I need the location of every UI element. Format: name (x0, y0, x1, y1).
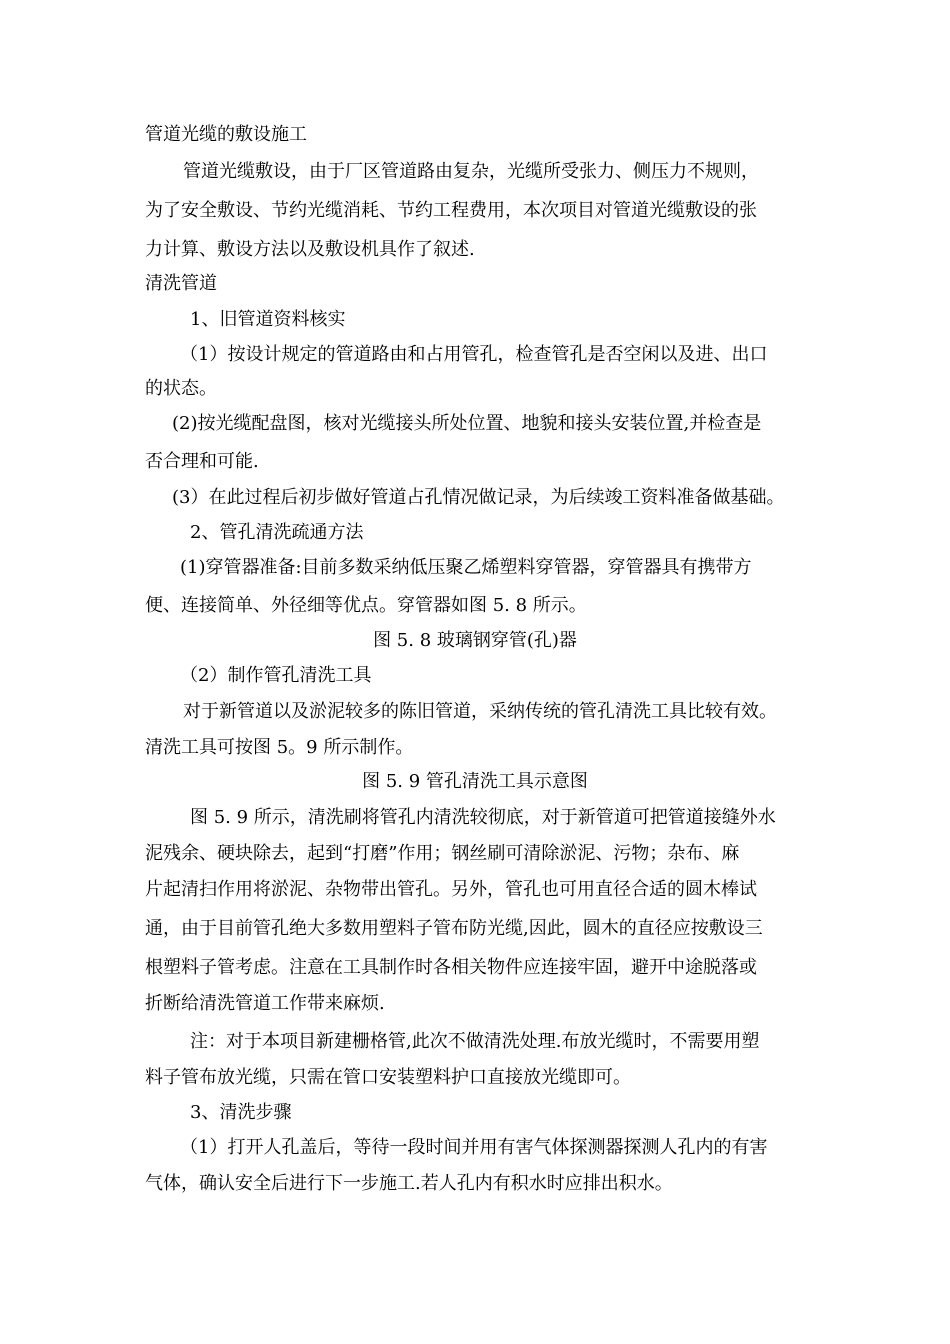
heading-pipe-cleaning: 清洗管道 (145, 273, 217, 294)
paragraph-line: 气体，确认安全后进行下一步施工.若人孔内有积水时应排出积水。 (145, 1173, 673, 1194)
paragraph-line: 通，由于目前管孔绝大多数用塑料子管布防光缆,因此，圆木的直径应按敷设三 (145, 918, 763, 939)
section-title: 1、旧管道资料核实 (190, 309, 346, 330)
paragraph-line: (3）在此过程后初步做好管道占孔情况做记录，为后续竣工资料准备做基础。 (172, 487, 785, 508)
paragraph-line: 否合理和可能. (145, 451, 259, 472)
figure-caption: 图 5. 8 玻璃钢穿管(孔)器 (373, 630, 577, 651)
paragraph-line: 折断给清洗管道工作带来麻烦. (145, 993, 385, 1014)
note-line: 注：对于本项目新建栅格管,此次不做清洗处理.布放光缆时，不需要用塑 (190, 1031, 760, 1052)
intro-line: 为了安全敷设、节约光缆消耗、节约工程费用，本次项目对管道光缆敷设的张 (145, 200, 757, 221)
paragraph-line: （1）打开人孔盖后，等待一段时间并用有害气体探测器探测人孔内的有害 (180, 1137, 768, 1158)
paragraph-line: 便、连接简单、外径细等优点。穿管器如图 5. 8 所示。 (145, 595, 587, 616)
paragraph-line: 根塑料子管考虑。注意在工具制作时各相关物件应连接牢固，避开中途脱落或 (145, 957, 757, 978)
subsection-title: （2）制作管孔清洗工具 (180, 665, 372, 686)
paragraph-line: 的状态。 (145, 378, 217, 399)
paragraph-line: 对于新管道以及淤泥较多的陈旧管道，采纳传统的管孔清洗工具比较有效。 (183, 701, 777, 722)
intro-line: 管道光缆敷设，由于厂区管道路由复杂，光缆所受张力、侧压力不规则， (183, 161, 759, 182)
paragraph-line: 清洗工具可按图 5。9 所示制作。 (145, 737, 414, 758)
figure-caption: 图 5. 9 管孔清洗工具示意图 (362, 771, 588, 792)
paragraph-line: 片起清扫作用将淤泥、杂物带出管孔。另外，管孔也可用直径合适的圆木棒试 (145, 879, 757, 900)
heading-cable-laying: 管道光缆的敷设施工 (145, 124, 307, 145)
note-line: 料子管布放光缆，只需在管口安装塑料护口直接放光缆即可。 (145, 1067, 631, 1088)
paragraph-line: (2)按光缆配盘图，核对光缆接头所处位置、地貌和接头安装位置,并检查是 (172, 413, 762, 434)
section-title: 2、管孔清洗疏通方法 (190, 522, 364, 543)
paragraph-line: 图 5. 9 所示，清洗刷将管孔内清洗较彻底，对于新管道可把管道接缝外水 (190, 807, 776, 828)
section-title: 3、清洗步骤 (190, 1102, 292, 1123)
paragraph-line: 泥残余、硬块除去，起到“打磨”作用；钢丝刷可清除淤泥、污物；杂布、麻 (145, 843, 740, 864)
intro-line: 力计算、敷设方法以及敷设机具作了叙述. (145, 239, 475, 260)
paragraph-line: (1)穿管器准备:目前多数采纳低压聚乙烯塑料穿管器，穿管器具有携带方 (180, 557, 752, 578)
paragraph-line: （1）按设计规定的管道路由和占用管孔，检查管孔是否空闲以及进、出口 (180, 344, 768, 365)
